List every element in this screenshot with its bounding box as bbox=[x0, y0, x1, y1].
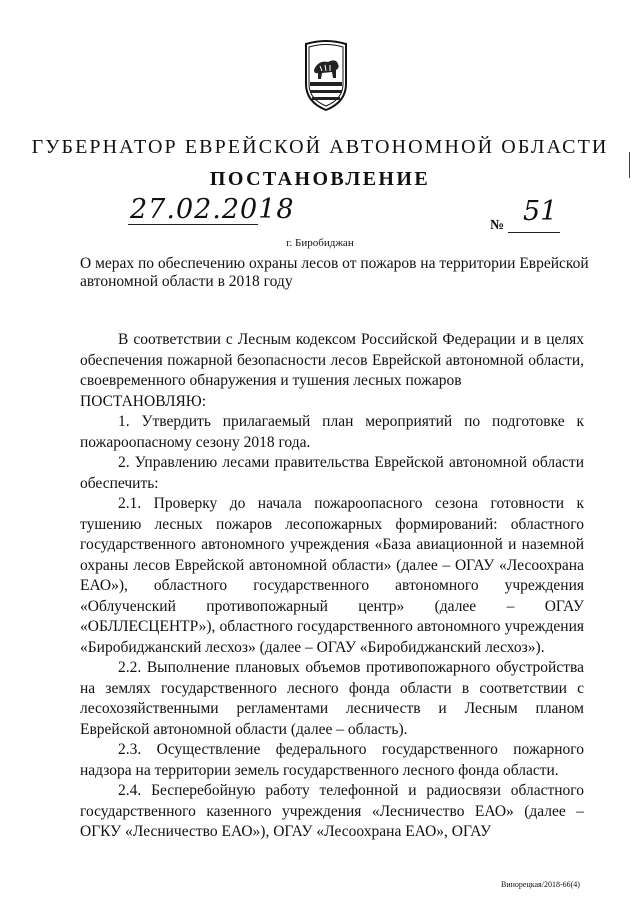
footer-code: Винорецкая/2018-66(4) bbox=[501, 880, 580, 889]
paragraph-2-4: 2.4. Бесперебойную работу телефонной и радиосвязи областного государственного казенного учреждения «Лесничество ЕАО» (далее – ОГКУ «Лесничество ЕАО»), ОГАУ «Лесоохрана ЕАО», ОГАУ bbox=[80, 782, 584, 840]
paragraph-2-1: 2.1. Проверку до начала пожароопасного сезона готовности к тушению лесных пожаров лесопожарных формирований: областного государственного автономного учреждения «База авиационной и наземной охраны лесов Еврейской автономной области» (далее – ОГАУ «Лесоохрана ЕАО»), областного государственного автономного учреждения «Облученский противопожарный центр» (далее – ОГАУ «ОБЛЛЕСЦЕНТР»), областного государственного автономного учреждения «Биробиджанский лесхоз» (далее – ОГАУ «Биробиджанский лесхоз»). bbox=[80, 495, 584, 656]
paragraph-2: 2. Управлению лесами правительства Еврейской автономной области обеспечить: bbox=[80, 454, 584, 492]
city-label: г. Биробиджан bbox=[286, 237, 354, 249]
number-underline bbox=[508, 232, 560, 233]
preamble-paragraph: В соответствии с Лесным кодексом Российской Федерации и в целях обеспечения пожарной безопасности лесов Еврейской автономной области, своевременного обнаружения и тушения лесных пожаров bbox=[80, 331, 584, 389]
decree-word: ПОСТАНОВЛЯЮ: bbox=[80, 392, 207, 410]
document-number: 51 bbox=[523, 196, 558, 227]
coat-of-arms-tiger-icon bbox=[300, 38, 352, 112]
page-title: ГУБЕРНАТОР ЕВРЕЙСКОЙ АВТОНОМНОЙ ОБЛАСТИ bbox=[31, 136, 609, 158]
document-type: ПОСТАНОВЛЕНИЕ bbox=[209, 168, 431, 190]
margin-mark bbox=[629, 152, 630, 178]
date-underline bbox=[128, 224, 258, 225]
number-label: № bbox=[490, 218, 505, 233]
document-date: 27.02.2018 bbox=[130, 194, 295, 225]
document-body bbox=[80, 330, 584, 843]
paragraph-2-2: 2.2. Выполнение плановых объемов противопожарного обустройства на землях государственного лесного фонда области в соответствии с лесохозяйственными регламентами лесничеств и Лесным планом Еврейской автономной области (далее – область). bbox=[80, 659, 584, 738]
paragraph-1: 1. Утвердить прилагаемый план мероприятий по подготовке к пожароопасному сезону 2018 года. bbox=[80, 413, 584, 451]
paragraph-2-3: 2.3. Осуществление федерального государственного пожарного надзора на территории земель государственного лесного фонда области. bbox=[80, 741, 584, 779]
document-subject: О мерах по обеспечению охраны лесов от пожаров на территории Еврейской автономной области в 2018 году bbox=[80, 255, 589, 290]
